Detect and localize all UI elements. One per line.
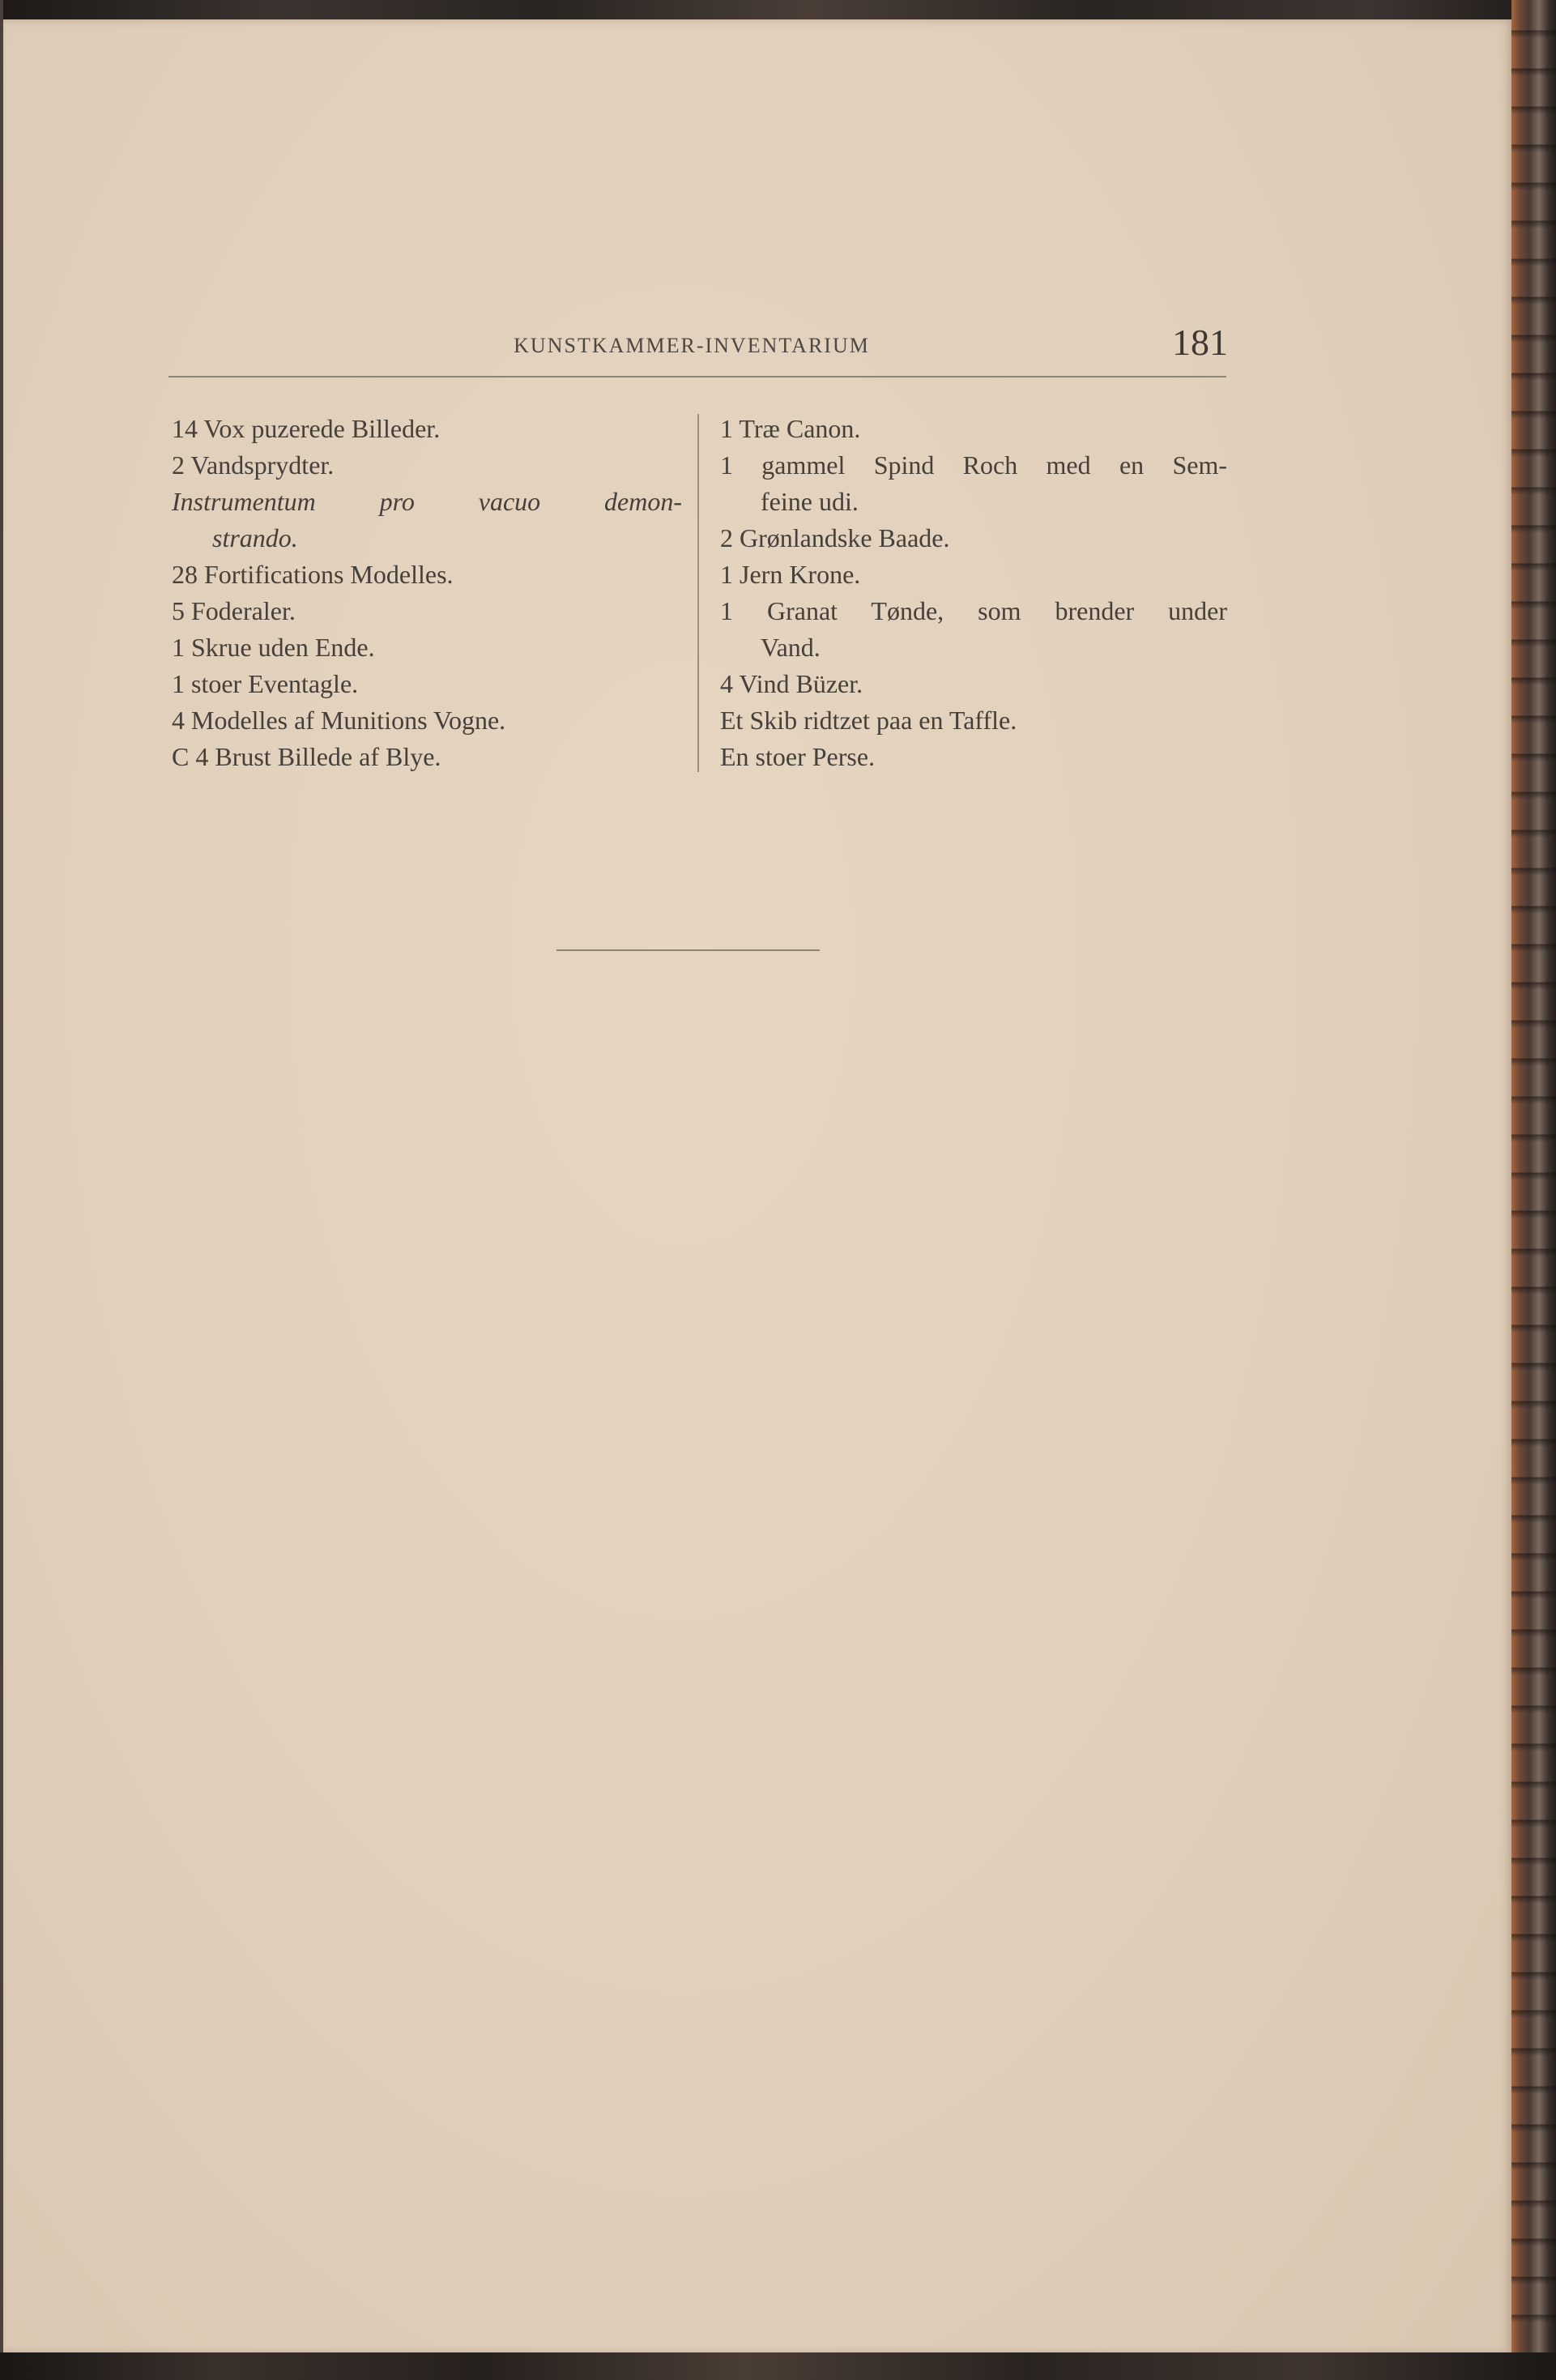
inventory-entry bbox=[720, 411, 1227, 447]
inventory-entry bbox=[720, 520, 1227, 557]
book-cover-bottom-edge bbox=[0, 2352, 1556, 2380]
entry-text-line-1: 1 gammel Spind Roch med en Sem- bbox=[720, 450, 1227, 480]
entry-text: 28 Fortifications Modelles. bbox=[172, 560, 454, 589]
inventory-entry bbox=[172, 629, 682, 666]
header-rule bbox=[168, 376, 1226, 377]
inventory-entry bbox=[172, 739, 682, 775]
inventory-entry bbox=[172, 557, 682, 593]
entry-text: 1 stoer Eventagle. bbox=[172, 669, 359, 698]
inventory-entry bbox=[172, 484, 682, 557]
entry-text: 1 Skrue uden Ende. bbox=[172, 633, 375, 662]
entry-text: 1 Træ Canon. bbox=[720, 414, 861, 443]
entry-text: En stoer Perse. bbox=[720, 742, 876, 771]
inventory-entry bbox=[720, 593, 1227, 666]
entry-text: C 4 Brust Billede af Blye. bbox=[172, 742, 441, 771]
entry-text: Et Skib ridtzet paa en Taffle. bbox=[720, 706, 1017, 735]
entry-text-line-2: feine udi. bbox=[761, 487, 859, 516]
book-cover-right-edge bbox=[1511, 0, 1556, 2380]
inventory-column-right bbox=[720, 411, 1227, 775]
entry-text: 4 Vind Büzer. bbox=[720, 669, 863, 698]
entry-text: 4 Modelles af Munitions Vogne. bbox=[172, 706, 506, 735]
inventory-entry bbox=[172, 447, 682, 484]
entry-text: 14 Vox puzerede Billeder. bbox=[172, 414, 441, 443]
entry-text-line-1: 1 Granat Tønde, som brender under bbox=[720, 596, 1227, 625]
running-head: KUNSTKAMMER-INVENTARIUM bbox=[514, 334, 870, 357]
entry-text: 1 Jern Krone. bbox=[720, 560, 861, 589]
inventory-entry bbox=[720, 557, 1227, 593]
section-end-rule bbox=[556, 949, 820, 951]
inventory-entry bbox=[720, 739, 1227, 775]
inventory-column-left bbox=[172, 411, 682, 775]
entry-text-line-1: Instrumentum pro vacuo demon- bbox=[172, 487, 682, 516]
inventory-entry bbox=[720, 666, 1227, 702]
book-cover-top-edge bbox=[0, 0, 1556, 21]
page-number: 181 bbox=[1172, 322, 1228, 363]
entry-text: 2 Grønlandske Baade. bbox=[720, 523, 950, 552]
entry-text-line-2: Vand. bbox=[761, 633, 821, 662]
column-divider bbox=[697, 414, 699, 772]
entry-text-line-2: strando. bbox=[212, 523, 298, 552]
book-page bbox=[3, 19, 1513, 2354]
entry-text: 2 Vandsprydter. bbox=[172, 450, 335, 480]
inventory-entry bbox=[720, 447, 1227, 520]
inventory-entry bbox=[172, 702, 682, 739]
inventory-entry bbox=[172, 666, 682, 702]
inventory-entry bbox=[172, 411, 682, 447]
inventory-entry bbox=[172, 593, 682, 629]
entry-text: 5 Foderaler. bbox=[172, 596, 296, 625]
inventory-entry bbox=[720, 702, 1227, 739]
